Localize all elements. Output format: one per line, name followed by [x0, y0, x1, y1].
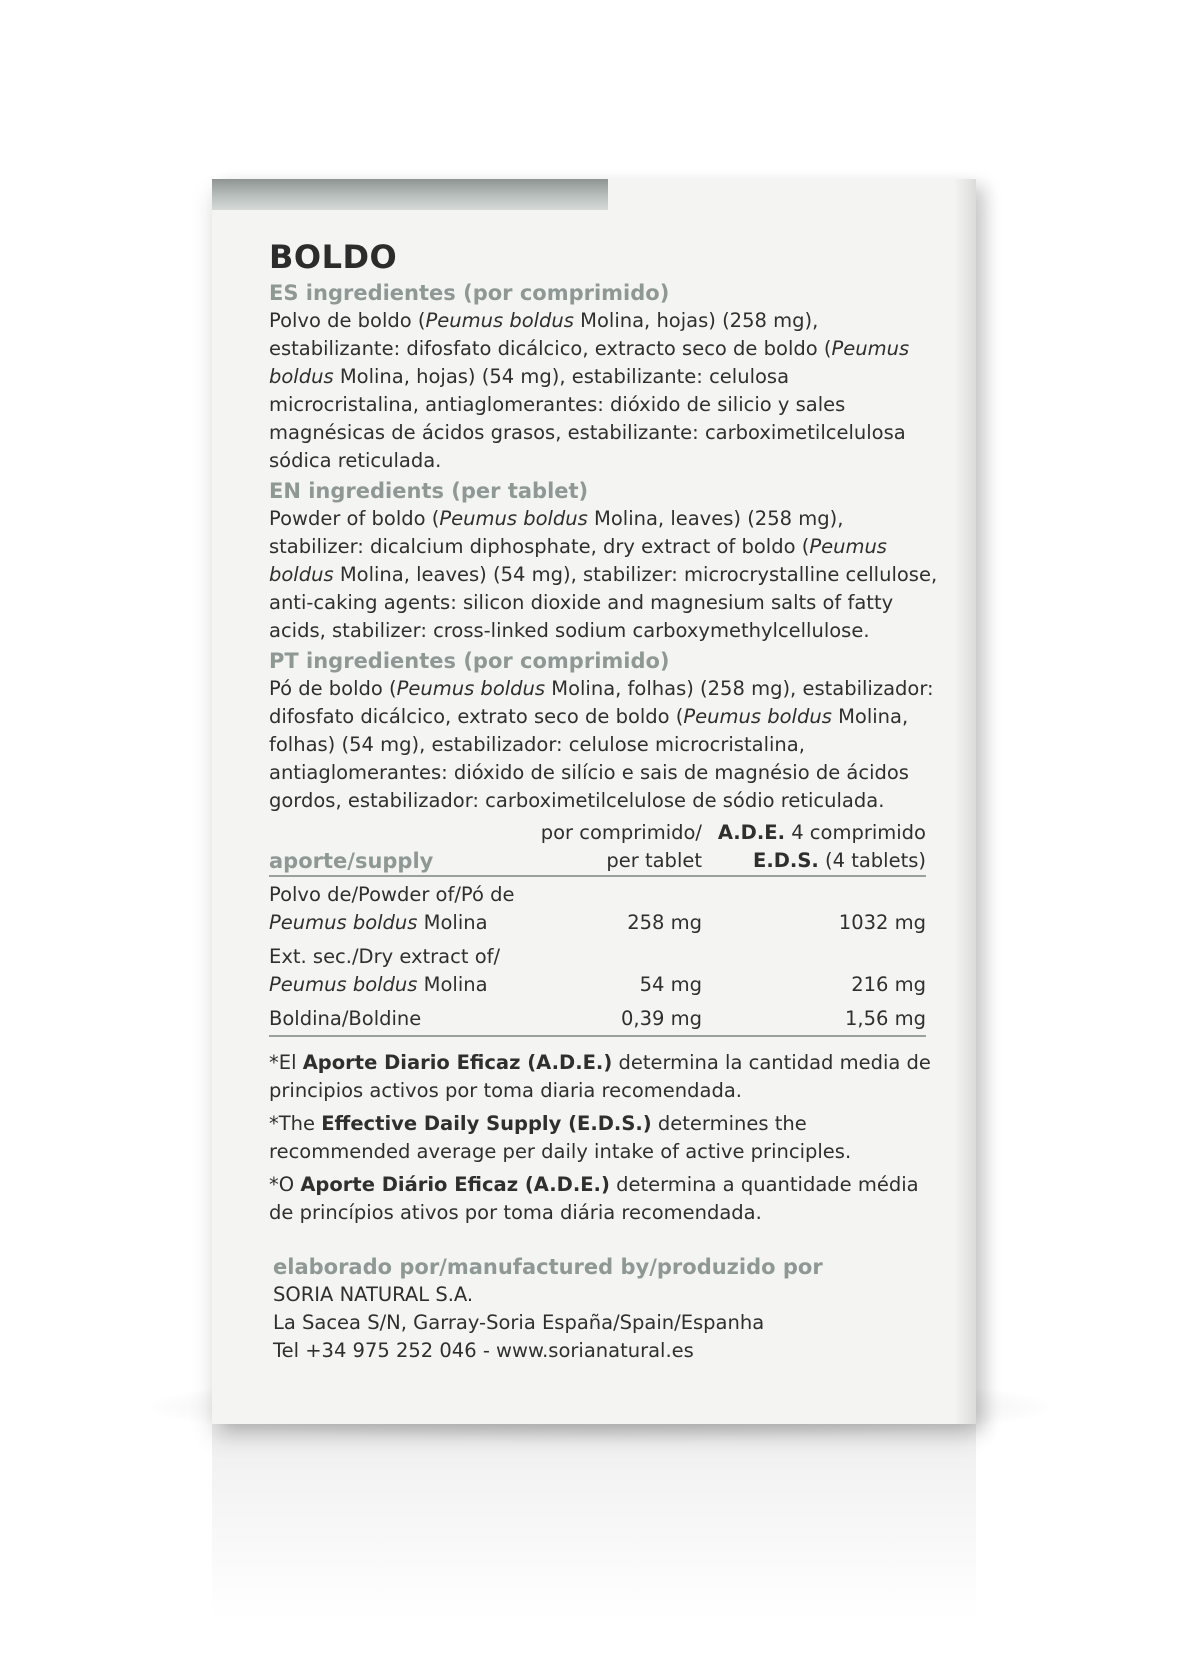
- footnote: *El Aporte Diario Eficaz (A.D.E.) determina la cantidad media de principios activos por toma diaria recomendada.: [269, 1051, 931, 1102]
- footnote: *O Aporte Diário Eficaz (A.D.E.) determina a quantidade média de princípios ativos por toma diária recomendada.: [269, 1173, 919, 1224]
- footnotes: [269, 1049, 941, 1227]
- label-content: [269, 237, 941, 1365]
- section-heading-pt: PT ingredientes (por comprimido): [269, 649, 670, 673]
- supply-table: [269, 819, 926, 1037]
- supply-table-header: [269, 819, 926, 876]
- supply-ingredient: Boldina/Boldine: [269, 1007, 422, 1030]
- supply-table-body: [269, 876, 926, 1036]
- supply-label: aporte/supply: [269, 849, 434, 873]
- ingredients-text-es: Polvo de boldo (Peumus boldus Molina, hojas) (258 mg), estabilizante: difosfato dicálcico, extracto seco de boldo (Peumus boldus Molina, hojas) (54 mg), estabilizante: celulosa microcristalina, antiaglomerantes: dióxido de silicio y sales magnésicas de ácidos grasos, estabilizante: carboximetilcelulosa sódica reticulada.: [269, 309, 910, 472]
- manufacturer-block: [269, 1253, 941, 1365]
- section-heading-es: ES ingredientes (por comprimido): [269, 281, 670, 305]
- ingredients-sections: [269, 279, 941, 815]
- supply-row: [269, 939, 926, 1001]
- supply-row: [269, 1001, 926, 1036]
- ingredients-text-en: Powder of boldo (Peumus boldus Molina, leaves) (258 mg), stabilizer: dicalcium diphosphate, dry extract of boldo (Peumus boldus Molina, leaves) (54 mg), stabilizer: microcrystalline cellulose, anti-caking agents: silicon dioxide and magnesium salts of fatty acids, stabilizer: cross-linked sodium carboxymethylcellulose.: [269, 507, 938, 642]
- ade-header: A.D.E. 4 comprimido E.D.S. (4 tablets): [717, 821, 926, 872]
- supply-ingredient: Polvo de/Powder of/Pó de Peumus boldus Molina: [269, 883, 515, 934]
- supply-per-tablet: 54 mg: [639, 973, 702, 996]
- footnote: *The Effective Daily Supply (E.D.S.) determines the recommended average per daily intake of active principles.: [269, 1112, 852, 1163]
- manufacturer-address: La Sacea S/N, Garray-Soria España/Spain/Espanha: [273, 1311, 765, 1334]
- supply-per-tablet: 0,39 mg: [621, 1007, 702, 1030]
- supply-per-tablet: 258 mg: [627, 911, 702, 934]
- supply-row: [269, 876, 926, 939]
- supply-ingredient: Ext. sec./Dry extract of/ Peumus boldus Molina: [269, 945, 501, 996]
- supply-ade: 216 mg: [851, 973, 926, 996]
- top-color-band: [212, 179, 608, 210]
- ingredients-text-pt: Pó de boldo (Peumus boldus Molina, folhas) (258 mg), estabilizador: difosfato dicálcico, extrato seco de boldo (Peumus boldus Molina, folhas) (54 mg), estabilizador: celulose microcristalina, antiaglomerantes: dióxido de silício e sais de magnésio de ácidos gordos, estabilizador: carboximetilcelulose de sódio reticulada.: [269, 677, 934, 812]
- product-title: BOLDO: [269, 238, 398, 276]
- manufacturer-contact: Tel +34 975 252 046 - www.sorianatural.es: [273, 1339, 694, 1362]
- manufacturer-heading: elaborado por/manufactured by/produzido por: [273, 1255, 823, 1279]
- manufacturer-name: SORIA NATURAL S.A.: [273, 1283, 474, 1306]
- supply-ade: 1032 mg: [838, 911, 926, 934]
- product-box-back: [212, 179, 976, 1424]
- supply-ade: 1,56 mg: [845, 1007, 926, 1030]
- per-tablet-header: por comprimido/ per tablet: [540, 821, 702, 872]
- section-heading-en: EN ingredients (per tablet): [269, 479, 589, 503]
- box-reflection: [212, 1420, 976, 1620]
